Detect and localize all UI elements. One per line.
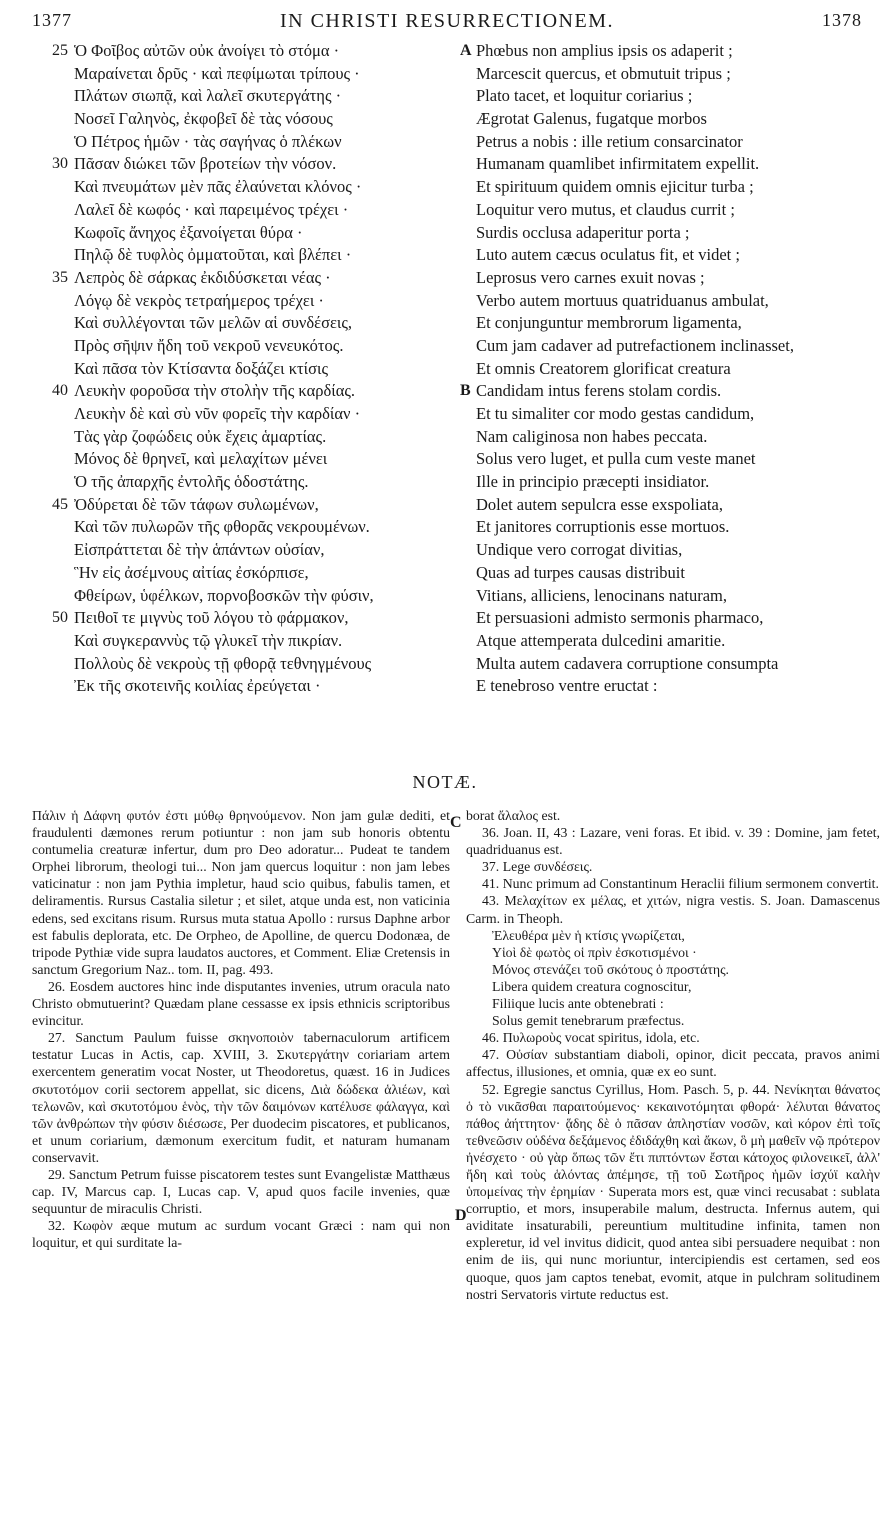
greek-verse-line	[30, 494, 460, 517]
verse-number: 30	[52, 155, 68, 173]
margin-marker: B	[460, 382, 471, 400]
greek-verse-line	[30, 516, 460, 539]
latin-verse-text: Ille in principio præcepti insidiator.	[476, 472, 710, 492]
margin-marker-c: C	[450, 814, 462, 831]
note-paragraph: 52. Egregie sanctus Cyrillus, Hom. Pasch. 5, p. 44. Νενίκηται θάνατος ὁ τὸ νικᾶσθαι παραιτούμενος· κεκαινοτόμηται φθορά· λέλυται θάνατος πάθος ἀήττητον· ᾅδης δὲ ὁ πᾶσαν ἀπληστίαν νοσῶν, καὶ κόρον ἐπὶ τοῖς τεθνεῶσιν οὐδένα δεξάμενος ἐδιδάχθη καὶ ἄκων, ὃ μὴ μαθεῖν νῷ πρότερον ἠνέσχετο · οὐ γὰρ ὅπως τῶν ἔτι πιπτόντων ἔσται κάτοχος φιλονεικεῖ, ἀλλ' ἤδη καὶ τοὺς ἁλόντας ἀπέμησε, τῇ τοῦ Σωτῆρος ἡμῶν ἰσχύϊ καλὴν ὑπομείνας τὴν ἐρημίαν · Superata mors est, quæ vinci recusabat : sublata corruptio, et mors, insuperabile malum, destructa. Infernus autem, qui aviditate insaturabili, pereuntium multitudine infinita, tamen non expleretur, id vel invitus didicit, quod antea sibi persuadere nequibat : non enim de iis, qui nunc moriuntur, intercipiendis est certamen, sed eos quoque, quos jam captos tenebat, evomit, atque in pulchram solitudinem nostri Servatoris virtute reductus est.	[466, 1081, 880, 1302]
latin-verse-line	[460, 630, 880, 653]
greek-verse-text: Μόνος δὲ θρηνεῖ, καὶ μελαχίτων μένει	[74, 449, 328, 469]
latin-verse-line	[460, 358, 880, 381]
greek-verse-text: Λεπρὸς δὲ σάρκας ἐκδιδύσκεται νέας ·	[74, 267, 331, 287]
greek-verse-line	[30, 335, 460, 358]
latin-verse-line	[460, 539, 880, 562]
latin-verse-line	[460, 244, 880, 267]
latin-verse-line	[460, 267, 880, 290]
greek-verse-line	[30, 539, 460, 562]
greek-verse-line	[30, 380, 460, 403]
latin-verse-line	[460, 199, 880, 222]
greek-verse-line	[30, 244, 460, 267]
greek-verse-line	[30, 403, 460, 426]
greek-verse-text: Λαλεῖ δὲ κωφός · καὶ παρειμένος τρέχει ·	[74, 199, 349, 219]
latin-verse-text: Et spirituum quidem omnis ejicitur turba ;	[476, 177, 754, 197]
greek-verse-line	[30, 653, 460, 676]
note-paragraph: 36. Joan. II, 43 : Lazare, veni foras. Et ibid. v. 39 : Domine, jam fetet, quadriduanus est.	[466, 825, 880, 858]
greek-verse-text: Καὶ συγκεραννὺς τῷ γλυκεῖ τὴν πικρίαν.	[74, 630, 343, 650]
verse-number: 35	[52, 268, 68, 286]
poem-greek-column	[30, 40, 460, 698]
note-quotation-line: Ἐλευθέρα μὲν ἡ κτίσις γνωρίζεται,	[492, 927, 685, 943]
note-quotation-line: Solus gemit tenebrarum præfectus.	[492, 1013, 685, 1029]
greek-verse-text: Λόγῳ δὲ νεκρὸς τετραήμερος τρέχει ·	[74, 290, 324, 310]
note-paragraph: 37. Lege συνδέσεις.	[482, 859, 593, 875]
latin-verse-line	[460, 562, 880, 585]
note-paragraph: 29. Sanctum Petrum fuisse piscatorem testes sunt Evangelistæ Matthæus cap. IV, Marcus cap. I, Lucas cap. V, apud quos facile invenies, quæ sequuntur de miraculis Christi.	[32, 1166, 450, 1217]
greek-verse-text: Λευκὴν δὲ καὶ σὺ νῦν φορεῖς τὴν καρδίαν ·	[74, 404, 361, 423]
page-number-left: 1377	[32, 10, 72, 30]
greek-verse-text: Φθείρων, ὑφέλκων, πορνοβοσκῶν τὴν φύσιν,	[74, 585, 374, 605]
latin-verse-line	[460, 290, 880, 313]
verse-number: 45	[52, 495, 68, 513]
greek-verse-text: Καὶ συλλέγονται τῶν μελῶν αἱ συνδέσεις,	[74, 313, 353, 333]
note-paragraph: 41. Nunc primum ad Constantinum Heraclii filium sermonem convertit.	[482, 876, 879, 892]
greek-verse-text: Εἰσπράττεται δὲ τὴν ἁπάντων οὐσίαν,	[74, 540, 325, 560]
greek-verse-line	[30, 630, 460, 653]
latin-verse-text: Ægrotat Galenus, fugatque morbos	[476, 109, 707, 129]
verse-number: 25	[52, 42, 68, 59]
greek-verse-line	[30, 607, 460, 630]
latin-verse-line	[460, 153, 880, 176]
note-quotation-line: Μόνος στενάζει τοῦ σκότους ὁ προστάτης.	[492, 961, 729, 977]
latin-verse-line	[460, 448, 880, 471]
latin-verse-text: Luto autem cæcus oculatus fit, et videt ;	[476, 245, 740, 265]
latin-verse-text: Et persuasioni admisto sermonis pharmaco,	[476, 608, 764, 628]
latin-verse-text: Humanam quamlibet infirmitatem expellit.	[476, 154, 760, 174]
latin-verse-text: Multa autem cadavera corruptione consumpta	[476, 653, 779, 673]
latin-verse-text: Solus vero luget, et pulla cum veste manet	[476, 449, 756, 469]
greek-verse-line	[30, 426, 460, 449]
greek-verse-text: Ὁ Φοῖβος αὐτῶν οὐκ ἀνοίγει τὸ στόμα ·	[74, 41, 340, 60]
running-title: IN CHRISTI RESURRECTIONEM.	[279, 10, 614, 32]
note-paragraph: 26. Eosdem auctores hinc inde disputantes invenies, utrum oracula nato Christo obmutuerint? Quædam plane cessasse ex ipsis ethnicis scriptoribus evincitur.	[32, 978, 450, 1029]
greek-verse-line	[30, 471, 460, 494]
greek-verse-line	[30, 199, 460, 222]
latin-verse-line	[460, 403, 880, 426]
note-paragraph: 46. Πυλωροὺς vocat spiritus, idola, etc.	[482, 1030, 700, 1046]
latin-verse-text: Et tu simaliter cor modo gestas candidum,	[476, 404, 755, 423]
latin-verse-text: Plato tacet, et loquitur coriarius ;	[476, 86, 693, 106]
latin-verse-text: Undique vero corrogat divitias,	[476, 540, 683, 560]
latin-verse-text: Petrus a nobis : ille retium consarcinator	[476, 131, 743, 151]
greek-verse-text: Πρὸς σῆψιν ἤδη τοῦ νεκροῦ νενευκότος.	[74, 335, 344, 355]
latin-verse-text: Surdis occlusa adaperitur porta ;	[476, 222, 690, 242]
latin-verse-line	[460, 222, 880, 245]
greek-verse-line	[30, 312, 460, 335]
greek-verse-line	[30, 562, 460, 585]
greek-verse-text: Καὶ πᾶσα τὸν Κτίσαντα δοξάζει κτίσις	[74, 358, 328, 378]
latin-verse-text: Candidam intus ferens stolam cordis.	[476, 381, 722, 401]
latin-verse-text: Marcescit quercus, et obmutuit tripus ;	[476, 63, 731, 83]
latin-verse-text: Verbo autem mortuus quatriduanus ambulat,	[476, 290, 769, 310]
notes-heading: NOTÆ.	[412, 772, 478, 792]
greek-verse-text: Ἣν εἰς ἀσέμνους αἰτίας ἐσκόρπισε,	[74, 562, 309, 582]
latin-verse-text: Et omnis Creatorem glorificat creatura	[476, 358, 731, 378]
greek-verse-line	[30, 108, 460, 131]
greek-verse-text: Καὶ πνευμάτων μὲν πᾶς ἐλαύνεται κλόνος ·	[74, 177, 362, 197]
margin-marker: A	[460, 42, 472, 59]
page-number-right: 1378	[822, 10, 862, 30]
latin-verse-text: Atque attemperata dulcedini amaritie.	[476, 630, 726, 650]
greek-verse-text: Πλάτων σιωπᾷ, καὶ λαλεῖ σκυτεργάτης ·	[74, 86, 342, 106]
note-quotation-line: Libera quidem creatura cognoscitur,	[492, 978, 692, 994]
greek-verse-text: Πᾶσαν διώκει τῶν βροτείων τὴν νόσον.	[74, 154, 337, 174]
greek-verse-text: Ὁ Πέτρος ἡμῶν · τὰς σαγήνας ὁ πλέκων	[74, 131, 342, 151]
greek-verse-line	[30, 176, 460, 199]
note-continuation: Πάλιν ἡ Δάφνη φυτόν ἐστι μύθῳ θρηνούμενον. Non jam gulæ dediti, et fraudulenti dæmones rerum potiuntur : non jam sub honoris obtentu contumelia creaturæ infertur, dum pro Deo adoratur... Pudeat te tandem Orphei librorum, theologi tui... Non jam quercus loquitur : non jam lebes vaticinatur : non jam Pythia impletur, haud scio quibus, fabulis tamen, et deliramentis. Rursus Castalia siletur ; et silet, atque unda est, non vaticinia edens, sed excitans risum. Rursus muta statua Apollo : rursus Daphne arbor est fabulis deplorata, etc. De Orpheo, de Apolline, de quercu Dodonæa, de tripode Pythiæ vide supra laudatos auctores, et Comment. Eliæ Cretensis in sanctum Gregorium Naz.. tom. II, pag. 493.	[32, 808, 450, 977]
latin-verse-text: Nam caliginosa non habes peccata.	[476, 426, 708, 446]
latin-verse-line	[460, 176, 880, 199]
greek-verse-line	[30, 267, 460, 290]
greek-verse-line	[30, 448, 460, 471]
latin-verse-line	[460, 312, 880, 335]
margin-marker-d: D	[455, 1207, 467, 1224]
latin-verse-line	[460, 494, 880, 517]
note-paragraph: 32. Κωφὸν æque mutum ac surdum vocant Græci : nam qui non loquitur, et qui surditate la-	[32, 1218, 450, 1251]
latin-verse-line	[460, 653, 880, 676]
greek-verse-text: Νοσεῖ Γαληνὸς, ἐκφοβεῖ δὲ τὰς νόσους	[74, 109, 333, 129]
greek-verse-line	[30, 40, 460, 63]
greek-verse-line	[30, 85, 460, 108]
greek-verse-line	[30, 63, 460, 86]
greek-verse-text: Κωφοῖς ἄνηχος ἐξανοίγεται θύρα ·	[74, 222, 303, 242]
latin-verse-line	[460, 131, 880, 154]
greek-verse-text: Πειθοῖ τε μιγνὺς τοῦ λόγου τὸ φάρμακον,	[74, 608, 349, 628]
latin-verse-line	[460, 108, 880, 131]
latin-verse-text: Phœbus non amplius ipsis os adaperit ;	[476, 41, 733, 60]
greek-verse-text: Λευκὴν φοροῦσα τὴν στολὴν τῆς καρδίας.	[74, 381, 355, 401]
latin-verse-text: Vitians, alliciens, lenocinans naturam,	[476, 585, 728, 605]
latin-verse-line	[460, 335, 880, 358]
latin-verse-line	[460, 85, 880, 108]
greek-verse-text: Ὁ τῆς ἀπαρχῆς ἐντολῆς ὁδοστάτης.	[74, 472, 309, 492]
greek-verse-line	[30, 675, 460, 698]
note-paragraph: 27. Sanctum Paulum fuisse σκηνοποιὸν tabernaculorum artificem testatur Lucas in Actis, cap. XVIII, 3. Σκυτεργάτην coriariam artem exercentem generatim vocat Noster, ut Theodoretus, quæst. 16 in Judices σκυτοτόμον corii sectorem appellat, sic dicens, Διὰ δώδεκα ἁλιέων, καὶ τελωνῶν, καὶ σκυτοτόμου ἑνὸς, τὴν τῶν δαιμόνων κατέλυσε φάλαγγα, καὶ τῶν ἀνθρώπων τὴν φύσιν διέσωσε, Per duodecim piscatores, et publicanos, et unum coriarium, dæmonum exercitum fudit, et naturam humanam conservavit.	[32, 1030, 450, 1165]
verse-number: 40	[52, 382, 68, 400]
latin-verse-text: Et janitores corruptionis esse mortuos.	[476, 517, 730, 537]
latin-verse-text: E tenebroso ventre eructat :	[476, 676, 658, 696]
greek-verse-line	[30, 153, 460, 176]
latin-verse-text: Cum jam cadaver ad putrefactionem inclinasset,	[476, 335, 794, 355]
latin-verse-line	[460, 675, 880, 698]
greek-verse-text: Τὰς γὰρ ζοφώδεις οὐκ ἔχεις ἁμαρτίας.	[74, 426, 327, 446]
greek-verse-line	[30, 290, 460, 313]
greek-verse-line	[30, 585, 460, 608]
latin-verse-text: Leprosus vero carnes exuit novas ;	[476, 267, 705, 287]
latin-verse-text: Quas ad turpes causas distribuit	[476, 562, 685, 582]
greek-verse-text: Ἐκ τῆς σκοτεινῆς κοιλίας ἐρεύγεται ·	[74, 676, 321, 696]
latin-verse-text: Loquitur vero mutus, et claudus currit ;	[476, 199, 735, 219]
note-paragraph: 43. Μελαχίτων ex μέλας, et χιτών, nigra vestis. S. Joan. Damascenus Carm. in Theoph.	[466, 893, 880, 926]
verse-number: 50	[52, 609, 68, 627]
greek-verse-text: Καὶ τῶν πυλωρῶν τῆς φθορᾶς νεκρουμένων.	[74, 517, 370, 537]
note-continuation: borat ἄλαλος est.	[466, 808, 561, 823]
latin-verse-line	[460, 40, 880, 63]
poem-latin-column	[460, 40, 880, 698]
latin-verse-text: Dolet autem sepulcra esse exspoliata,	[476, 494, 723, 514]
latin-verse-line	[460, 380, 880, 403]
latin-verse-line	[460, 426, 880, 449]
notes-left-column	[32, 807, 450, 1251]
latin-verse-line	[460, 63, 880, 86]
greek-verse-line	[30, 131, 460, 154]
notes-right-column	[466, 807, 880, 1303]
greek-verse-text: Ὀδύρεται δὲ τῶν τάφων συλωμένων,	[74, 494, 319, 514]
page-header	[32, 10, 862, 36]
note-paragraph: 47. Οὐσίαν substantiam diaboli, opinor, dicit peccata, pravos animi affectus, illusiones, et omnia, quæ ex eo sunt.	[466, 1047, 880, 1080]
latin-verse-text: Et conjunguntur membrorum ligamenta,	[476, 313, 742, 333]
note-quotation-line: Filiique lucis ante obtenebrati :	[492, 996, 664, 1012]
latin-verse-line	[460, 516, 880, 539]
greek-verse-text: Μαραίνεται δρῦς · καὶ πεφίμωται τρίπους ·	[74, 63, 360, 83]
greek-verse-line	[30, 222, 460, 245]
greek-verse-text: Πολλοὺς δὲ νεκροὺς τῇ φθορᾷ τεθνηγμένους	[74, 653, 372, 673]
latin-verse-line	[460, 585, 880, 608]
note-quotation-line: Υἱοὶ δὲ φωτὸς οἱ πρὶν ἐσκοτισμένοι ·	[492, 944, 697, 960]
latin-verse-line	[460, 607, 880, 630]
latin-verse-line	[460, 471, 880, 494]
greek-verse-text: Πηλῷ δὲ τυφλὸς ὀμματοῦται, καὶ βλέπει ·	[74, 245, 352, 265]
greek-verse-line	[30, 358, 460, 381]
